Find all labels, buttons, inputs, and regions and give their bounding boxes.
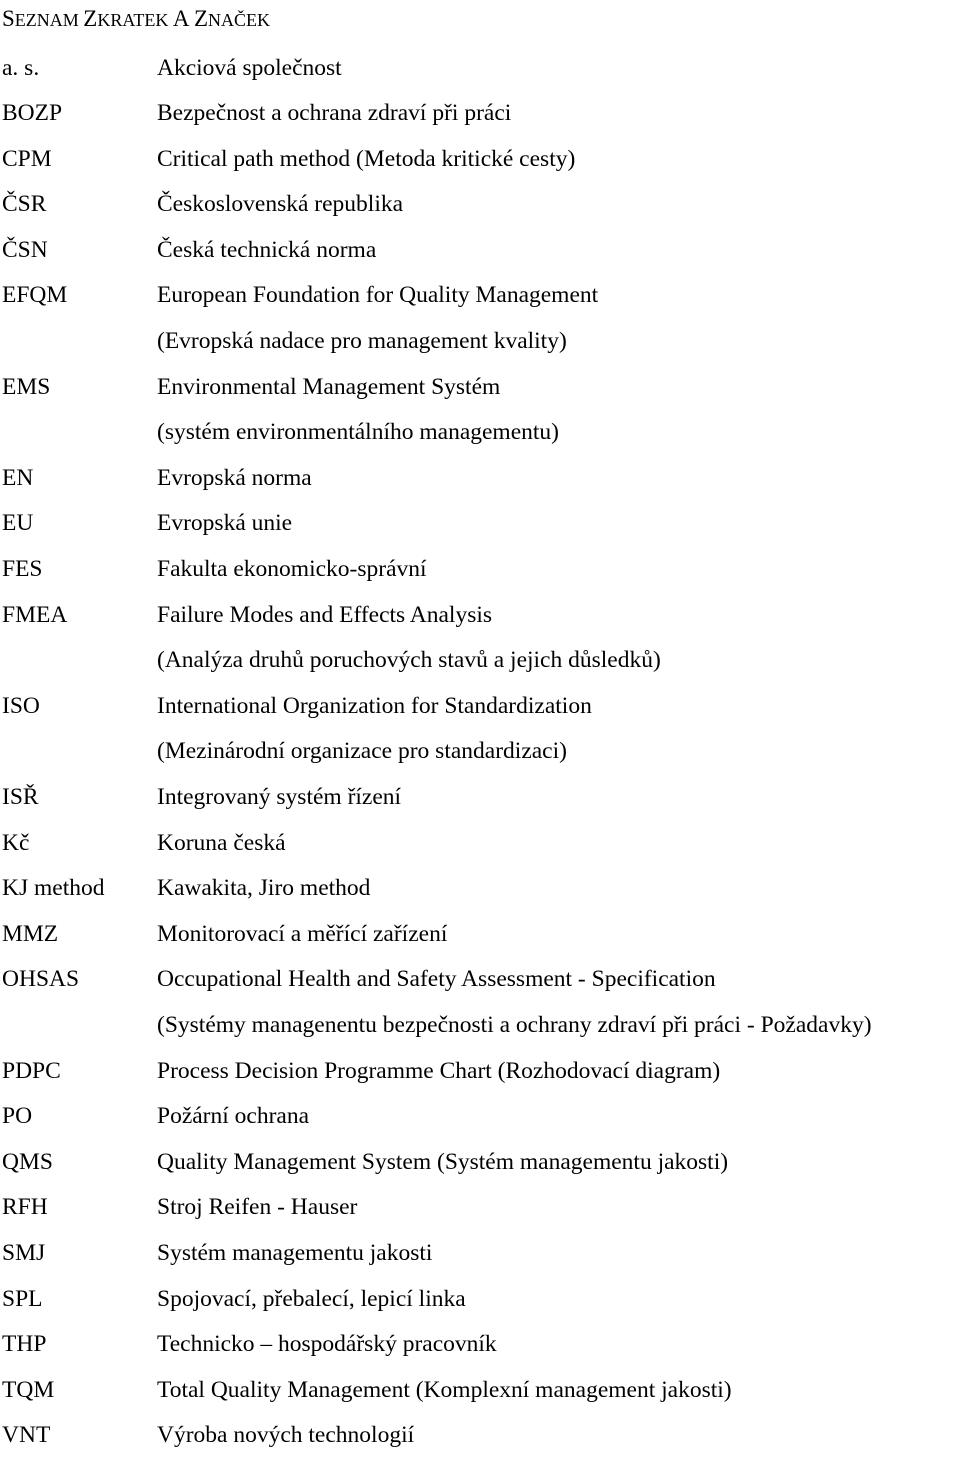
- list-item: [0, 273, 960, 319]
- page-title-part: NAČEK: [208, 10, 271, 30]
- list-item: [0, 957, 960, 1003]
- list-item: [0, 46, 960, 92]
- abbreviation: TQM: [2, 1376, 55, 1403]
- abbreviation-meaning: Akciová společnost: [157, 54, 342, 81]
- list-item: [0, 1049, 960, 1095]
- abbreviation: THP: [2, 1331, 47, 1358]
- list-item: [0, 319, 960, 365]
- abbreviation-meaning: Failure Modes and Effects Analysis: [157, 601, 493, 628]
- abbreviation: MMZ: [2, 920, 59, 947]
- abbreviation-meaning: Fakulta ekonomicko-správní: [157, 556, 427, 583]
- abbreviation-meaning: (systém environmentálního managementu): [157, 419, 560, 446]
- abbreviation: FMEA: [2, 601, 68, 628]
- abbreviation: SPL: [2, 1285, 43, 1312]
- abbreviation-meaning: Systém managementu jakosti: [157, 1239, 433, 1266]
- abbreviation-meaning: Koruna česká: [157, 829, 286, 856]
- list-item: [0, 821, 960, 867]
- abbreviation: KJ method: [2, 875, 105, 902]
- abbreviation-meaning: Technicko – hospodářský pracovník: [157, 1331, 497, 1358]
- abbreviation-meaning: Požární ochrana: [157, 1103, 310, 1130]
- abbreviation: EN: [2, 464, 34, 491]
- abbreviation-meaning: Česká technická norma: [157, 236, 377, 263]
- list-item: [0, 1231, 960, 1277]
- list-item: [0, 1003, 960, 1049]
- page-title-part: Z: [83, 6, 98, 31]
- abbreviation-meaning: Stroj Reifen - Hauser: [157, 1194, 358, 1221]
- list-item: [0, 1140, 960, 1186]
- list-item: [0, 228, 960, 274]
- list-item: [0, 684, 960, 730]
- abbreviation: QMS: [2, 1148, 53, 1175]
- abbreviation-meaning: European Foundation for Quality Management: [157, 282, 599, 309]
- abbreviation-meaning: Environmental Management Systém: [157, 373, 501, 400]
- list-item: [0, 91, 960, 137]
- abbreviation-meaning: Total Quality Management (Komplexní management jakosti): [157, 1376, 732, 1403]
- page-title-part: A: [172, 6, 194, 31]
- page-title-part: EZNAM: [14, 10, 84, 30]
- page-title-part: S: [2, 6, 15, 31]
- list-item: [0, 593, 960, 639]
- abbreviation: ISO: [2, 692, 40, 719]
- abbreviation: ISŘ: [2, 784, 39, 810]
- list-item: [0, 410, 960, 456]
- abbreviation: OHSAS: [2, 966, 80, 993]
- abbreviation: ČSN: [2, 236, 48, 263]
- abbreviation-list: [0, 46, 960, 1459]
- page-title-part: KRATEK: [97, 10, 173, 30]
- abbreviation: PO: [2, 1103, 33, 1130]
- abbreviation: VNT: [2, 1422, 51, 1449]
- abbreviation-meaning: Integrovaný systém řízení: [157, 784, 402, 810]
- list-item: [0, 365, 960, 411]
- list-item: [0, 501, 960, 547]
- abbreviation-meaning: (Mezinárodní organizace pro standardizaci): [157, 738, 567, 765]
- list-item: [0, 137, 960, 183]
- page-title-part: Z: [193, 6, 209, 31]
- abbreviation: RFH: [2, 1194, 48, 1221]
- list-item: [0, 866, 960, 912]
- list-item: [0, 456, 960, 502]
- abbreviation-meaning: (Analýza druhů poruchových stavů a jejich důsledků): [157, 647, 661, 674]
- abbreviation-meaning: Československá republika: [157, 191, 404, 218]
- abbreviation-meaning: Occupational Health and Safety Assessment - Specification: [157, 966, 716, 993]
- list-item: [0, 912, 960, 958]
- abbreviation: ČSR: [2, 191, 47, 218]
- abbreviation: EMS: [2, 373, 51, 400]
- abbreviation-meaning: (Systémy managenentu bezpečnosti a ochrany zdraví při práci - Požadavky): [157, 1011, 872, 1038]
- list-item: [0, 775, 960, 821]
- abbreviation-meaning: Bezpečnost a ochrana zdraví při práci: [157, 100, 512, 127]
- abbreviation-meaning: Critical path method (Metoda kritické cesty): [157, 145, 576, 172]
- abbreviation: BOZP: [2, 100, 63, 127]
- list-item: [0, 729, 960, 775]
- abbreviation: Kč: [2, 829, 30, 856]
- abbreviation: PDPC: [2, 1057, 61, 1084]
- abbreviation-meaning: Quality Management System (Systém managementu jakosti): [157, 1148, 729, 1175]
- abbreviation-meaning: Kawakita, Jiro method: [157, 875, 371, 902]
- list-item: [0, 638, 960, 684]
- list-item: [0, 1413, 960, 1459]
- list-item: [0, 1322, 960, 1368]
- abbreviation: a. s.: [2, 54, 40, 81]
- list-item: [0, 1368, 960, 1414]
- abbreviation: EU: [2, 510, 34, 537]
- page-title: [2, 2, 270, 36]
- list-item: [0, 182, 960, 228]
- abbreviation-meaning: Evropská unie: [157, 510, 293, 537]
- abbreviation-meaning: Process Decision Programme Chart (Rozhodovací diagram): [157, 1057, 721, 1084]
- abbreviation-meaning: (Evropská nadace pro management kvality): [157, 328, 567, 355]
- abbreviation-meaning: Výroba nových technologií: [157, 1422, 415, 1449]
- abbreviation: FES: [2, 556, 43, 583]
- list-item: [0, 1185, 960, 1231]
- abbreviation-meaning: Evropská norma: [157, 464, 312, 491]
- abbreviation-meaning: Spojovací, přebalecí, lepicí linka: [157, 1285, 466, 1312]
- list-item: [0, 547, 960, 593]
- abbreviation: CPM: [2, 145, 52, 172]
- abbreviation: SMJ: [2, 1239, 46, 1266]
- abbreviation: EFQM: [2, 282, 68, 309]
- abbreviation-meaning: Monitorovací a měřící zařízení: [157, 920, 448, 947]
- list-item: [0, 1094, 960, 1140]
- list-item: [0, 1277, 960, 1323]
- abbreviation-meaning: International Organization for Standardization: [157, 692, 592, 719]
